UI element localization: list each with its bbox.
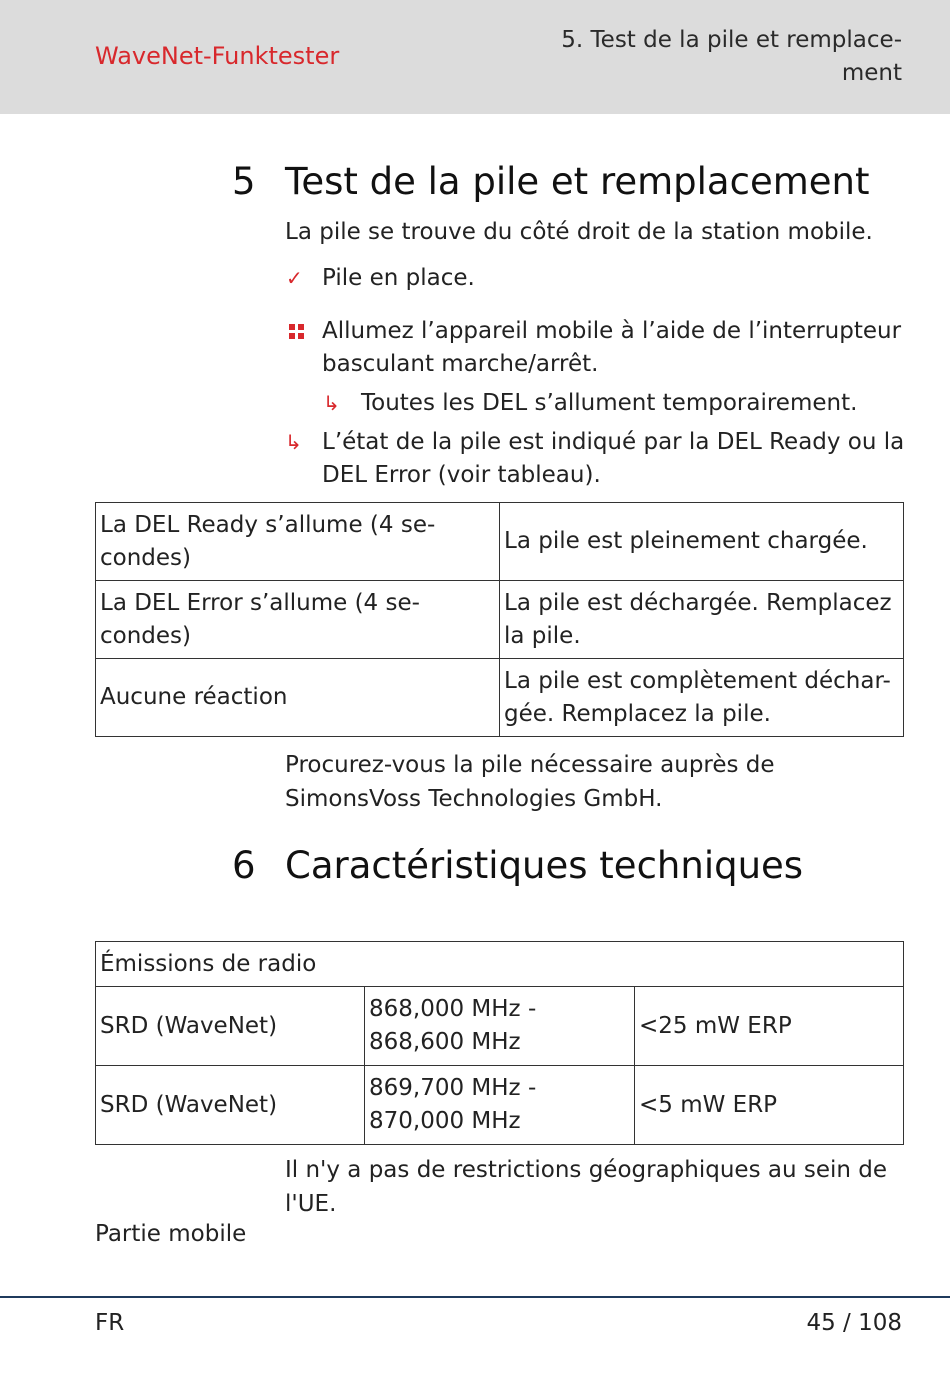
- radiated-power-cell: <25 mW ERP: [635, 987, 904, 1066]
- result-arrow-icon: ↳: [323, 391, 340, 415]
- section-5-title: Test de la pile et remplacement: [285, 160, 870, 203]
- section-5-intro: La pile se trouve du côté droit de la station mobile.: [285, 219, 873, 245]
- result-2-line-2: DEL Error (voir tableau).: [322, 462, 601, 488]
- battery-note-line-2: SimonsVoss Technologies GmbH.: [285, 786, 663, 812]
- frequency-range-cell: 868,000 MHz - 868,600 MHz: [365, 987, 635, 1066]
- frequency-band-cell: SRD (WaveNet): [96, 987, 365, 1066]
- step-grid-icon: [289, 324, 305, 340]
- precondition-text: Pile en place.: [322, 265, 475, 291]
- led-state-cell: Aucune réaction: [96, 659, 500, 737]
- table-row: [96, 1066, 904, 1145]
- section-6-heading: [232, 844, 803, 888]
- radio-emissions-header: Émissions de radio: [96, 942, 904, 987]
- section-6-title: Caractéristiques techniques: [285, 844, 804, 887]
- section-6-number: 6: [232, 844, 256, 887]
- battery-meaning-cell: La pile est pleinement chargée.: [500, 503, 904, 581]
- step-text-line-2: basculant marche/arrêt.: [322, 351, 599, 377]
- table-row: [96, 659, 904, 737]
- led-state-cell: La DEL Error s’allume (4 se- condes): [96, 581, 500, 659]
- page-header: [0, 0, 950, 114]
- precondition-item: [286, 262, 475, 295]
- battery-meaning-cell: La pile est complètement déchar- gée. Remplacez la pile.: [500, 659, 904, 737]
- result-2-line-1: L’état de la pile est indiqué par la DEL Ready ou la: [322, 429, 905, 455]
- battery-source-note: [285, 748, 905, 816]
- table-row: [96, 987, 904, 1066]
- step-text-line-1: Allumez l’appareil mobile à l’aide de l’interrupteur: [322, 318, 902, 344]
- result-arrow-icon: ↳: [285, 430, 302, 454]
- checkmark-icon: ✓: [286, 266, 303, 290]
- footer-language: FR: [95, 1310, 125, 1336]
- section-5-heading: [232, 160, 869, 204]
- geographic-note: [285, 1153, 905, 1221]
- section-5-number: 5: [232, 160, 256, 203]
- table-row: [96, 503, 904, 581]
- result-item-2: [285, 426, 905, 492]
- table-header-row: [96, 942, 904, 987]
- result-item-1: [323, 387, 858, 420]
- chapter-reference-line-1: 5. Test de la pile et remplace-: [561, 27, 902, 53]
- mobile-part-subheading: Partie mobile: [95, 1221, 247, 1247]
- frequency-range-cell: 869,700 MHz - 870,000 MHz: [365, 1066, 635, 1145]
- footer-rule: [0, 1296, 950, 1298]
- radio-emissions-table: [95, 941, 904, 1145]
- table-row: [96, 581, 904, 659]
- geographic-note-line-2: l'UE.: [285, 1191, 337, 1217]
- step-item: [322, 315, 901, 381]
- battery-status-table: [95, 502, 904, 737]
- footer-page-number: 45 / 108: [806, 1310, 902, 1336]
- chapter-reference-line-2: ment: [841, 60, 902, 86]
- led-state-cell: La DEL Ready s’allume (4 se- condes): [96, 503, 500, 581]
- battery-meaning-cell: La pile est déchargée. Remplacez la pile.: [500, 581, 904, 659]
- result-1-text: Toutes les DEL s’allument temporairement.: [361, 390, 858, 416]
- chapter-reference: [542, 24, 902, 90]
- battery-note-line-1: Procurez-vous la pile nécessaire auprès de: [285, 752, 775, 778]
- frequency-band-cell: SRD (WaveNet): [96, 1066, 365, 1145]
- radiated-power-cell: <5 mW ERP: [635, 1066, 904, 1145]
- geographic-note-line-1: Il n'y a pas de restrictions géographiques au sein de: [285, 1157, 888, 1183]
- brand-title: WaveNet-Funktester: [95, 42, 340, 70]
